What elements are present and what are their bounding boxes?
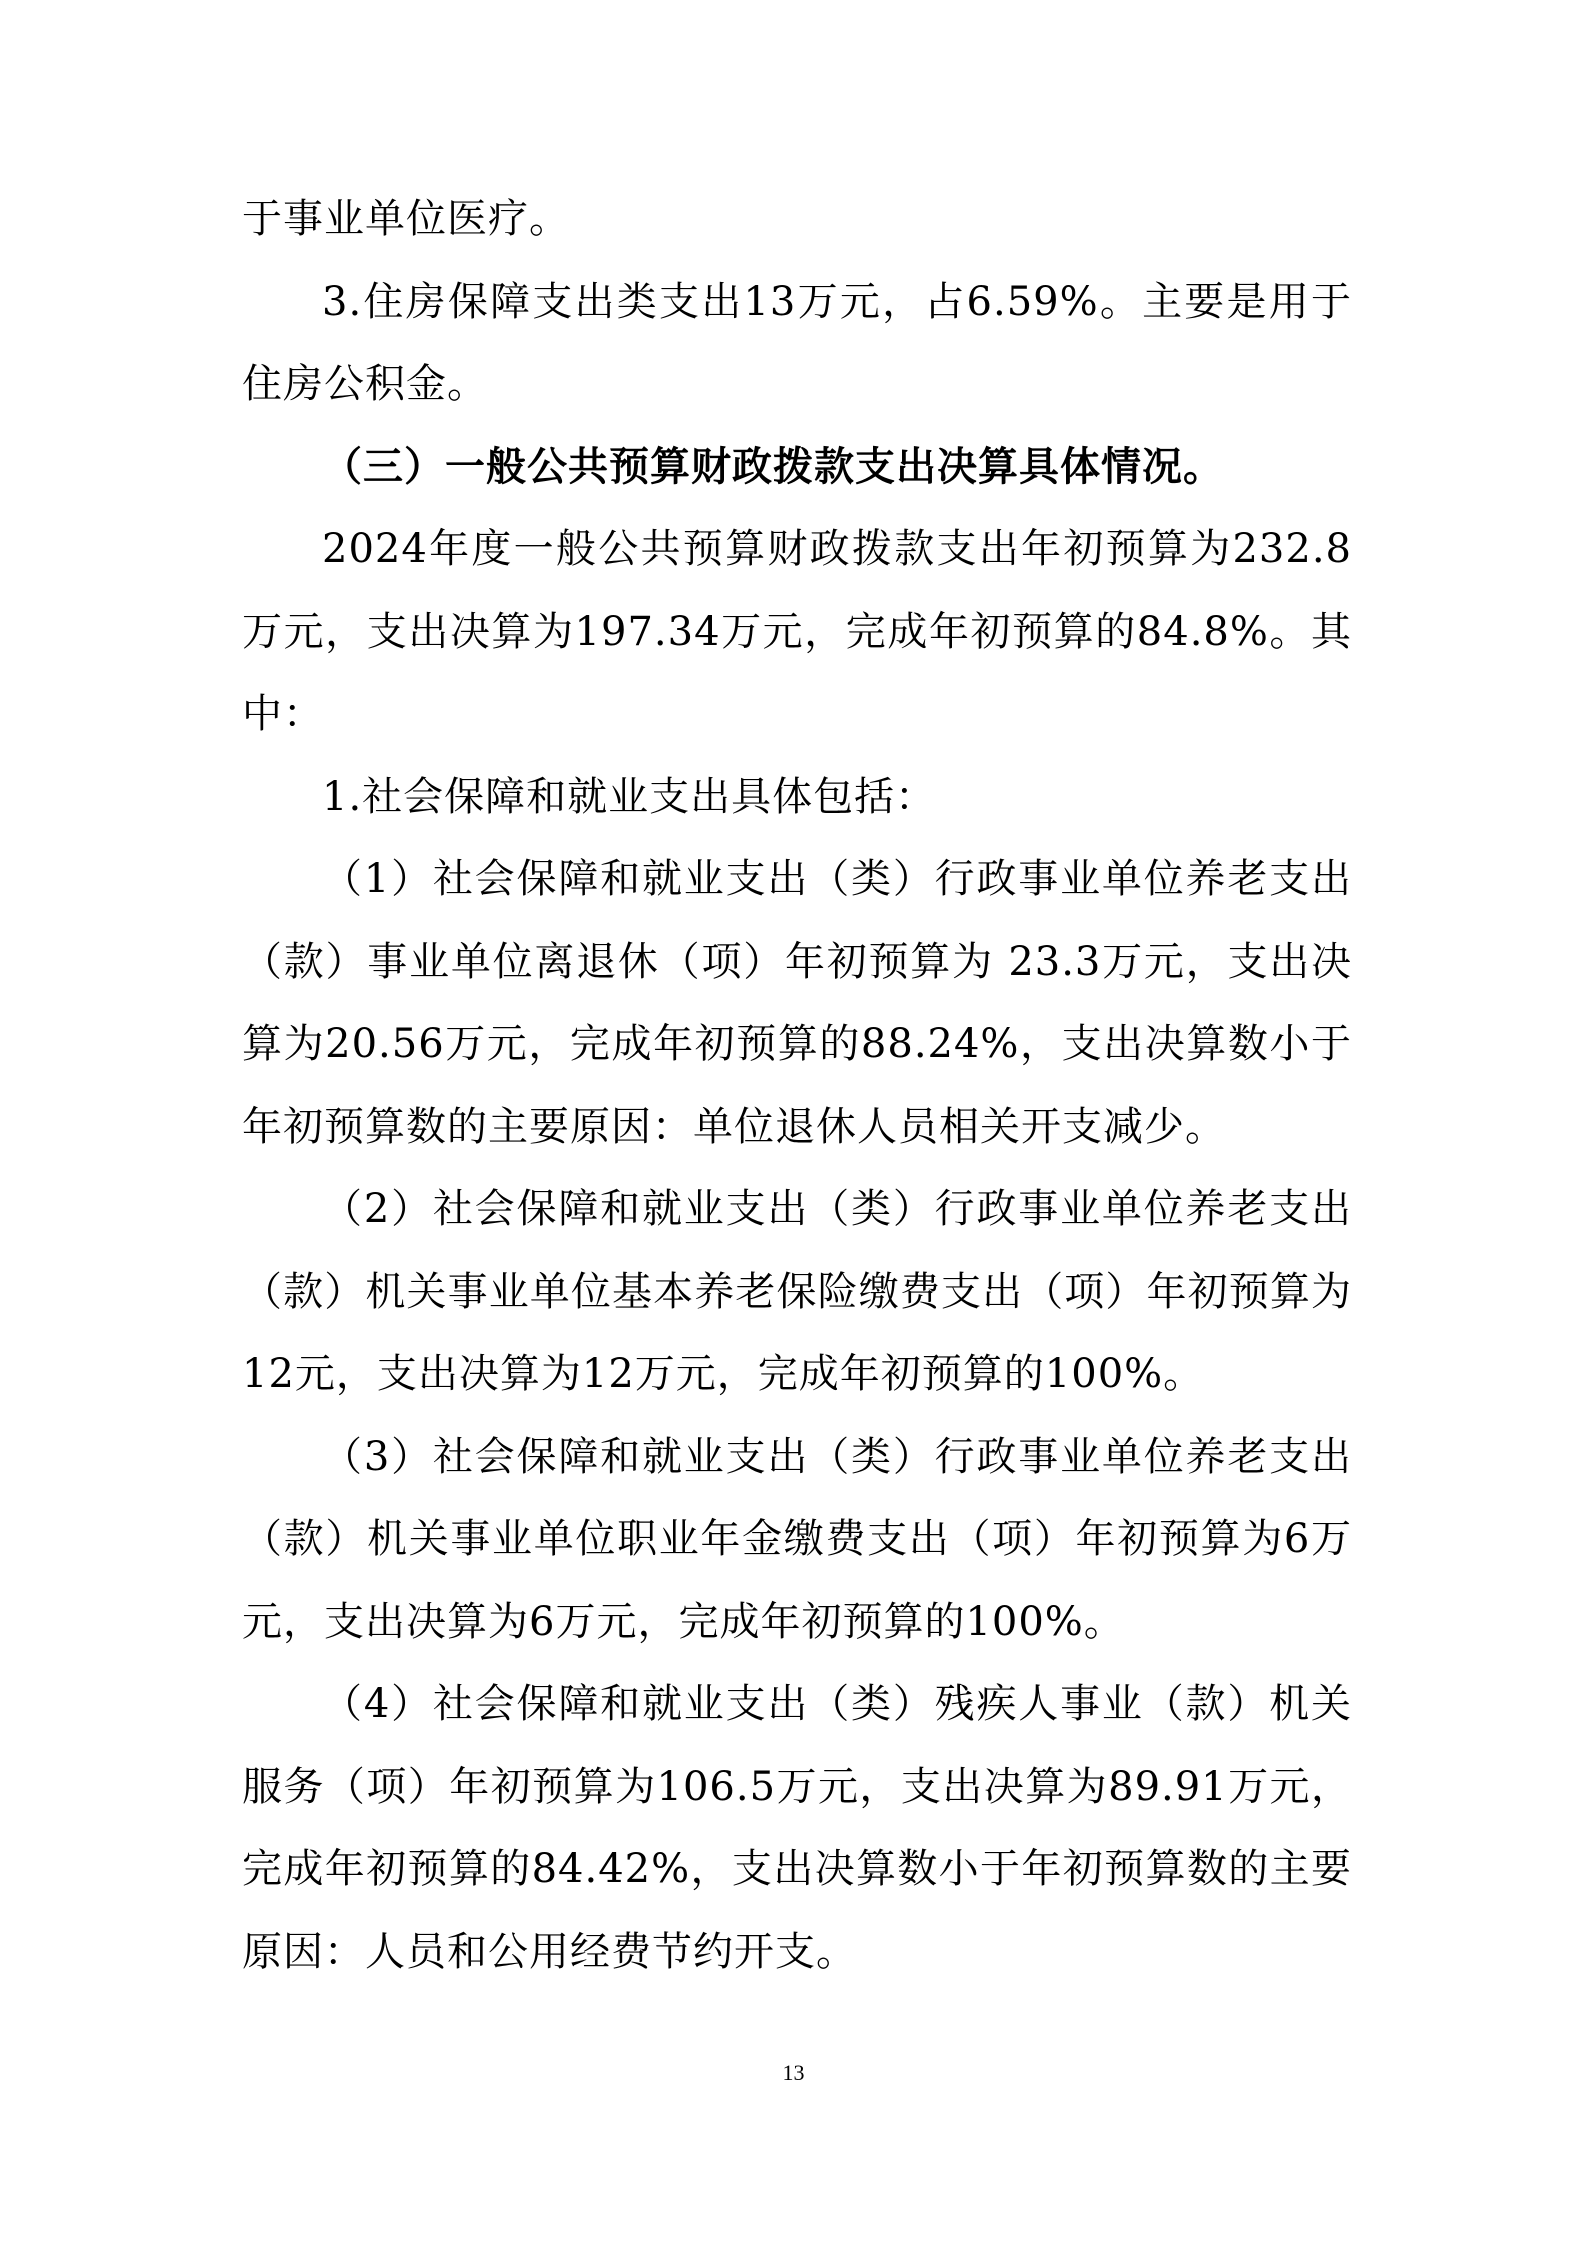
paragraph-item-3: （3）社会保障和就业支出（类）行政事业单位养老支出（款）机关事业单位职业年金缴费支出（项）年初预算为6万元，支出决算为6万元，完成年初预算的100%。: [242, 1433, 1352, 1645]
paragraph-item-4: （4）社会保障和就业支出（类）残疾人事业（款）机关服务（项）年初预算为106.5万元，支出决算为89.91万元，完成年初预算的84.42%，支出决算数小于年初预算数的主要原因：人员和公用经费节约开支。: [242, 1681, 1352, 1975]
paragraph-continuation: 于事业单位医疗。: [242, 196, 570, 242]
page-number: 13: [782, 2060, 805, 2085]
document-body: [242, 178, 1352, 1993]
paragraph-social-security-intro: 1.社会保障和就业支出具体包括：: [322, 773, 937, 820]
section-heading-general-budget: （三）一般公共预算财政拨款支出决算具体情况。: [322, 442, 1224, 490]
paragraph-item-2: （2）社会保障和就业支出（类）行政事业单位养老支出（款）机关事业单位基本养老保险缴费支出（项）年初预算为12元，支出决算为12万元，完成年初预算的100%。: [242, 1186, 1352, 1397]
paragraph-item-1: （1）社会保障和就业支出（类）行政事业单位养老支出（款）事业单位离退休（项）年初预算为 23.3万元，支出决算为20.56万元，完成年初预算的88.24%，支出决算数小于年初预算数的主要原因：单位退休人员相关开支减少。: [242, 856, 1352, 1150]
paragraph-housing-expenditure: 3.住房保障支出类支出13万元，占6.59%。主要是用于住房公积金。: [242, 278, 1352, 407]
paragraph-budget-summary: 2024年度一般公共预算财政拨款支出年初预算为232.8万元，支出决算为197.34万元，完成年初预算的84.8%。其中：: [242, 526, 1352, 737]
